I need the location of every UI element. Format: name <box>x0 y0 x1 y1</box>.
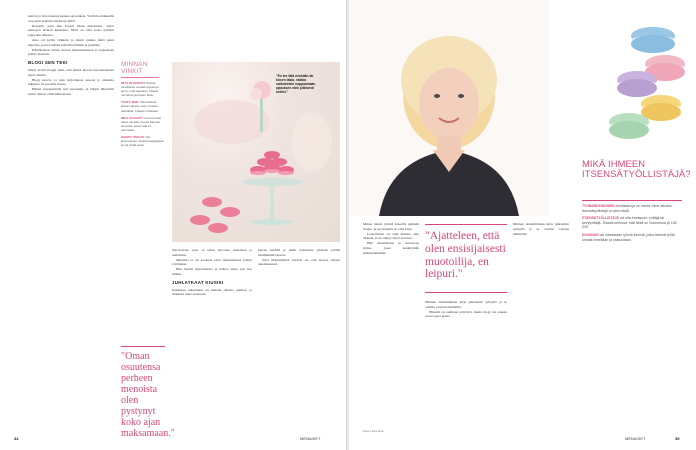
divider <box>425 224 507 225</box>
page-number <box>14 436 18 441</box>
left-column-1 <box>28 14 114 434</box>
paragraph: Yksi tärkeimmistä asioista on, että luottaa omaan tekemiseensä. <box>258 257 340 267</box>
paragraph: Hänellä on edelleen päivätyö, mutta blogi vie suuren osan vapaa-ajasta. <box>425 309 507 319</box>
pull-quote: "Oman osuutensa perheen menoista olen pystynyt koko ajan maksamaan." <box>121 351 175 439</box>
sidebar-paragraph-text: trendisanoja on monia viime aikoina. Itsensätyöllistäjä on yksi niistä. <box>582 204 673 213</box>
left-column-4 <box>258 248 340 438</box>
paragraph: kahvia ja leivonnaisia kesken uuvuuksia. Ystävän eläkkeellä on paljon kauniita muistoja niiltä. <box>28 14 114 23</box>
page-number <box>675 436 679 441</box>
right-column-2 <box>425 300 507 434</box>
woman-portrait-illustration <box>349 0 549 216</box>
page-number-value: 34 <box>14 436 19 441</box>
paragraph: Minnan ensimmäinen kirja julkaistiin syksyllä ja se otettiin vastaan lämmöllä. <box>513 222 569 236</box>
photo-caption: "En tee tätä minkään tai toisen takia, vaikka sattuisinkin nappaamaan ajatuksen näin julkisesti kotiini." <box>276 74 316 95</box>
sidebar-paragraph-text: voi olla freelancer, yrittäjä tai kevytyrittäjä. Tilastot kertovat, että heitä on Suomessa yli 150 000. <box>582 216 677 230</box>
paragraph: Leipominen on ollut hänelle aina tärkeää, ja ilo näkyy myös kuvissa. <box>363 231 419 241</box>
page-number-value: 35 <box>675 436 680 441</box>
pull-quote: "Ajatteleen, että olen ensisijaisesti muotoilija, en leipuri." <box>425 230 506 281</box>
subheading: BLOGI SEN TEKI <box>28 60 68 66</box>
tips-sidebar <box>121 61 165 333</box>
sidebar-paragraph-label: ITSENSÄTYÖLLISTÄJÄ <box>582 216 619 221</box>
sidebar-item <box>121 81 165 97</box>
paragraph: Blogi kasvoi, ja pian kirjoituksia seurasi jo tuhansia lukijoita eri puolilla maata. <box>28 77 114 87</box>
paragraph: Oliivi aloitti blogin siksi, että halusi kuvata leivonnaisiaan myös muille. <box>28 67 114 77</box>
photo-credit: Kuva: Laura Vesa <box>363 430 384 433</box>
sidebar-item-label: MIKÄ KUVAAN? <box>121 115 144 120</box>
macaron-stack-illustration <box>575 18 685 150</box>
magazine-name: MENAISET <box>625 436 646 441</box>
sidebar-paragraph <box>582 204 682 213</box>
paragraph: Aina oli kylän vilkkain ja tutuin paikka tämä pieni leipomo, jossa istuttiin kahvilla pitkään ja juteltiin. <box>28 37 114 47</box>
paragraph: kerran kesällä ja minä aloitimme yhdessä yrittää ensimmäistä kertaa. <box>258 248 340 257</box>
sidebar-paragraph-label: DOUSHAN <box>582 232 599 237</box>
divider <box>582 200 682 201</box>
sidebar-item-text: Kirjoita rehellisesti omasta arjesta ja kerro, mitä tapahtuu. Muista tunnelma ja kuvien laatu. <box>121 81 159 98</box>
paragraph: Kakkujen tekeminen on hänelle rakasta puuhaa, ja tilauksia tulee tasaisesti. <box>172 287 252 297</box>
sidebar-title: MINNAN VINKIT <box>121 61 148 76</box>
sidebar-item <box>121 100 165 112</box>
magazine-name: MENAISET <box>300 436 321 441</box>
sidebar-paragraph <box>582 216 682 230</box>
sidebar-item-text: Ole kiinnostunut muista bloggaajista ja opi heiltä uutta. <box>121 135 164 148</box>
paragraph: Minnalla ei ole koskaan ollut suunnitelmaa ryhtyä yrittäjäksi. <box>172 257 252 267</box>
sidebar-paragraph <box>582 233 682 242</box>
sidebar-heading: MIKÄ IHMEEN ITSENSÄTYÖLLISTÄJÄ? <box>582 158 691 180</box>
sidebar-item-text: Luonnonvalo tekee ihmeitä. Kuvaa ikkunan vieressä, jossa valo on pehmeää. <box>121 115 162 132</box>
sidebar-item <box>121 116 165 132</box>
divider <box>121 346 165 347</box>
subheading: JUHLATKAAT KIUSIKI <box>172 279 224 285</box>
sidebar-item-label: MITÄ BLOGISTA? <box>121 81 146 85</box>
sidebar-item-text: Kiinnostavat aiheet tulevat usein omasta elämästä. Kokeile rohkeasti. <box>121 100 159 113</box>
paragraph: Minna halusi yrittää kokeilla pelkkää blogia, ja nyt hänellä on oma kirja. <box>363 222 419 231</box>
sidebar-item-label: TÄSTÄ AIHE: <box>121 100 140 105</box>
paragraph: Hänen resepteistään tuli suosittuja, ja lukijat lähettivät kuvia omista onnistumisistaan. <box>28 87 114 96</box>
sidebar-paragraph-label: TYÖMARKKINOIDEN <box>582 204 615 208</box>
divider <box>425 292 507 293</box>
paragraph: macaronsia, joita on tullut leivottua uudelleen ja uudelleen. <box>172 248 252 257</box>
left-page <box>0 0 347 450</box>
paragraph: Minnan ensimmäinen kirja julkaistiin syksyllä ja se otettiin vastaan lämmöllä. <box>425 300 507 309</box>
right-column-3 <box>513 222 569 434</box>
sidebar-item <box>121 135 165 147</box>
paragraph: Päiväkodista tultiin kerran herkuttelemaan ja leipomaan pullaa yhdessä. <box>28 47 114 57</box>
paragraph: Reseptit, joita hän kopioi käsin kirjoittaen, olivat kansojen kesken kuuluisia. Niitä on ollut koko kylässä ylpeyden aiheena. <box>28 23 114 38</box>
explainer-sidebar <box>582 204 682 434</box>
right-page <box>349 0 696 450</box>
portrait-photo <box>349 0 549 216</box>
divider <box>121 77 159 78</box>
sidebar-paragraph-text: vai oikeastaan ryhmä ihmisiä, jotka tekevät työtä omalla nimellään ja vastuullaan. <box>582 232 675 242</box>
right-column-1 <box>363 222 419 434</box>
paragraph: Hän suunnittelee jo seuraavaa kirjaa, jossa keskitytään juhlaherkkuihin. <box>363 241 419 255</box>
left-column-3 <box>172 248 252 438</box>
paragraph: Hän nauttii leipomisesta ja haluaa jakaa sen iloa muille. <box>172 267 252 276</box>
sidebar-item-label: KEHITÄ ITSEÄSI: <box>121 135 145 140</box>
